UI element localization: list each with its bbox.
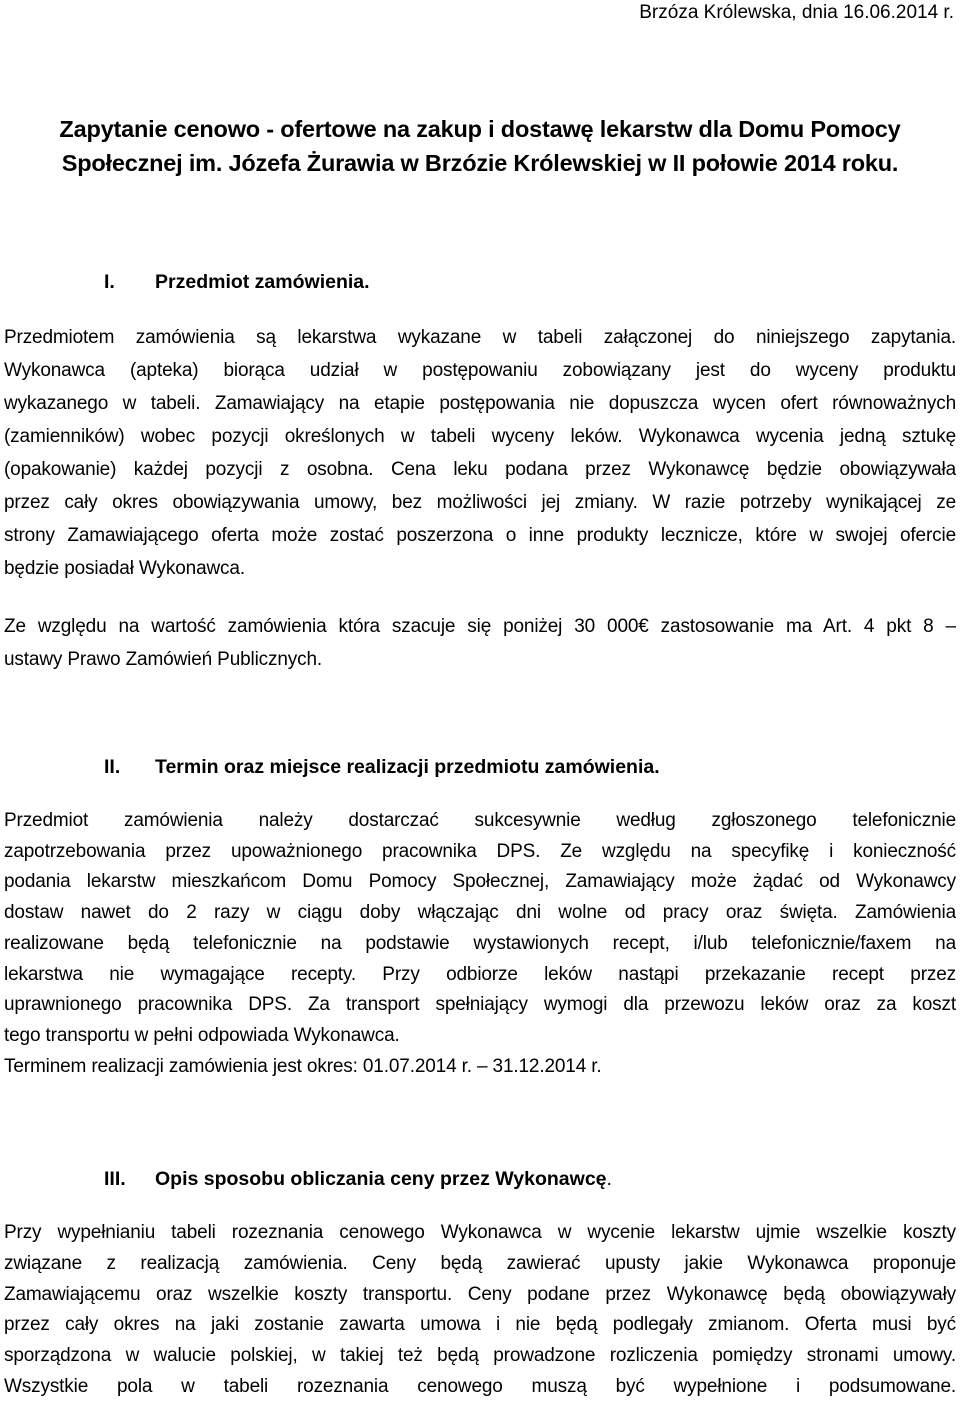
document-title [40,112,920,180]
section-3-heading [104,1166,612,1192]
text-line: zapotrzebowania przez upoważnionego pracownika DPS. Ze względu na specyfikę i konieczność [4,840,956,862]
section-3-title: Opis sposobu obliczania ceny przez Wykonawcę [155,1168,607,1190]
text-line: Ze względu na wartość zamówienia która szacuje się poniżej 30 000€ zastosowanie ma Art. 4 pkt 8 – [4,616,956,637]
term-line: Terminem realizacji zamówienia jest okres: 01.07.2014 r. – 31.12.2014 r. [4,1055,602,1077]
section-1-paragraph-1 [4,321,956,585]
place-date: Brzóza Królewska, dnia 16.06.2014 r. [639,2,954,23]
section-2-title: Termin oraz miejsce realizacji przedmiotu zamówienia. [155,756,660,778]
text-line: Wykonawca (apteka) biorąca udział w postępowaniu zobowiązany jest do wyceny produktu [4,360,956,381]
section-3-paragraph-1 [4,1218,956,1403]
text-line: przez cały okres obowiązywania umowy, bez możliwości jej zmiany. W razie potrzeby wynikającej ze [4,492,956,513]
text-line: (opakowanie) każdej pozycji z osobna. Cena leku podana przez Wykonawcę będzie obowiązywała [4,459,956,480]
section-3-title-period: . [606,1168,612,1190]
section-2-number: II. [104,756,121,778]
text-line: Przy wypełnianiu tabeli rozeznania cenowego Wykonawca w wycenie lekarstw ujmie wszelkie koszty [4,1222,956,1243]
text-line: realizowane będą telefonicznie na podstawie wystawionych recept, i/lub telefonicznie/faxem na [4,932,956,954]
text-line: wykazanego w tabeli. Zamawiający na etapie postępowania nie dopuszcza wycen ofert równoważnych [4,393,956,414]
text-line: Wszystkie pola w tabeli rozeznania cenowego muszą być wypełnione i podsumowane. [4,1375,956,1397]
text-line: ustawy Prawo Zamówień Publicznych. [4,649,323,670]
section-1-heading [104,269,370,295]
text-line: podania lekarstw mieszkańcom Domu Pomocy Społecznej, Zamawiający może żądać od Wykonawcy [4,871,956,893]
section-1-number: I. [104,271,115,293]
section-3-number: III. [104,1168,126,1190]
section-1-paragraph-2 [4,610,956,676]
text-line: sporządzona w walucie polskiej, w takiej też będą prowadzone rozliczenia pomiędzy stronami umowy. [4,1345,956,1367]
text-line: (zamienników) wobec pozycji określonych w tabeli wyceny leków. Wykonawca wycenia jedną sztukę [4,426,956,447]
text-line: będzie posiadał Wykonawca. [4,558,245,579]
text-line: związane z realizacją zamówienia. Ceny będą zawierać upusty jakie Wykonawca proponuje [4,1252,956,1274]
title-line-2: Społecznej im. Józefa Żurawia w Brzózie Królewskiej w II połowie 2014 roku. [61,150,899,176]
section-1-title: Przedmiot zamówienia. [155,271,370,293]
text-line: strony Zamawiającego oferta może zostać poszerzona o inne produkty lecznicze, które w swojej ofercie [4,525,956,546]
text-line: Przedmiotem zamówienia są lekarstwa wykazane w tabeli załączonej do niniejszego zapytania. [4,327,956,348]
text-line: Zamawiającemu oraz wszelkie koszty transportu. Ceny podane przez Wykonawcę będą obowiązywały [4,1283,956,1305]
title-line-1: Zapytanie cenowo - ofertowe na zakup i dostawę lekarstw dla Domu Pomocy [59,116,901,142]
section-2-heading [104,754,660,780]
text-line: lekarstwa nie wymagające recepty. Przy odbiorze leków nastąpi przekazanie recept przez [4,963,956,985]
text-line: tego transportu w pełni odpowiada Wykonawca. [4,1024,400,1046]
text-line: dostaw nawet do 2 razy w ciągu doby włączając dni wolne od pracy oraz święta. Zamówienia [4,902,956,924]
text-line: przez cały okres na jaki zostanie zawarta umowa i nie będą podlegały zmianom. Oferta musi być [4,1314,956,1336]
text-line: uprawnionego pracownika DPS. Za transport spełniający wymogi dla przewozu leków oraz za koszt [4,994,956,1016]
text-line: Przedmiot zamówienia należy dostarczać sukcesywnie według zgłoszonego telefonicznie [4,810,956,831]
section-2-paragraph-1 [4,806,956,1082]
